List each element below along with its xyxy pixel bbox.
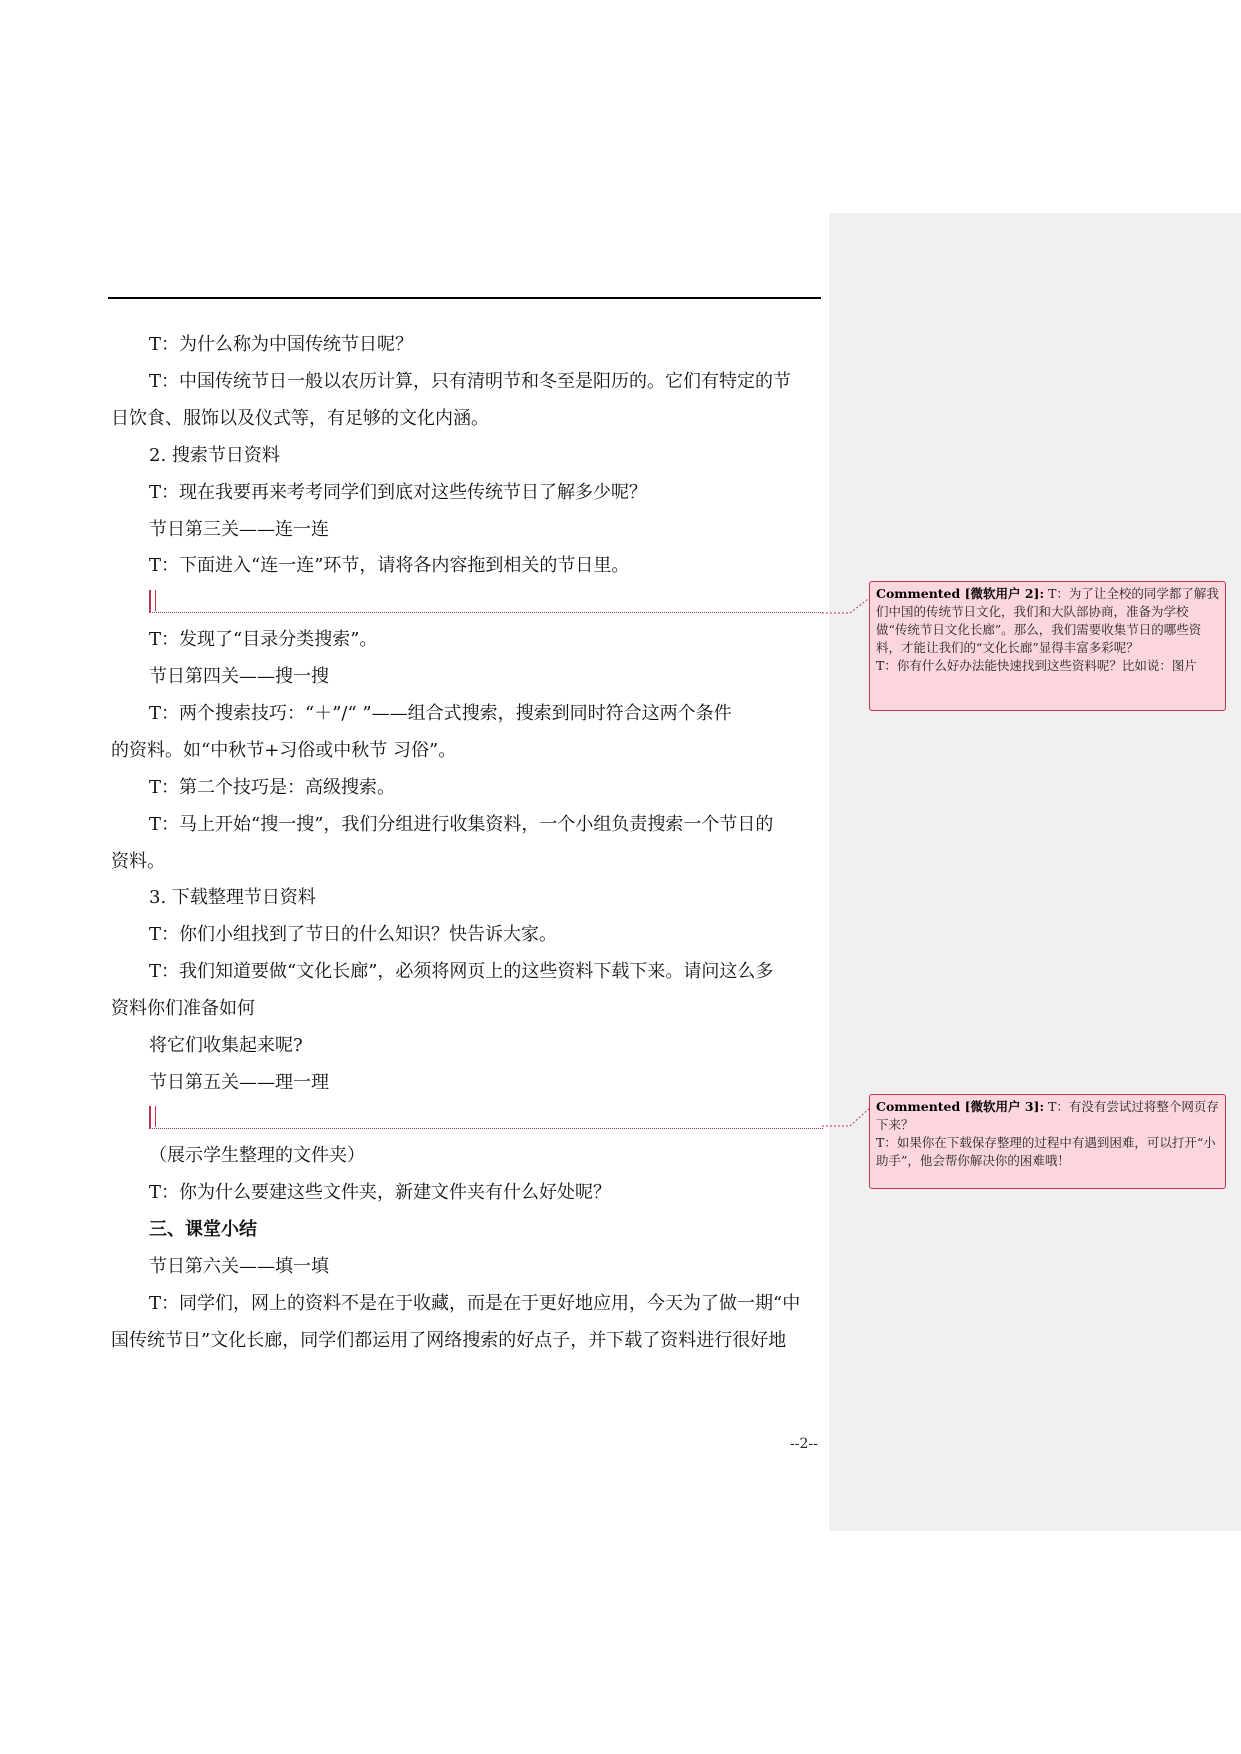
comment-balloon-1[interactable]	[869, 581, 1226, 711]
comment-anchor-2[interactable]	[149, 1106, 823, 1129]
text-line: T：为什么称为中国传统节日呢？	[149, 334, 414, 355]
level-heading: 节日第五关——理一理	[149, 1072, 329, 1093]
comment-text: T：有没有尝试过将整个网页存下来？	[876, 1099, 1219, 1132]
comment-connector-2	[820, 1098, 875, 1128]
level-heading: 节日第六关——填一填	[149, 1256, 329, 1277]
comment-author: Commented [微软用户 2]:	[876, 586, 1045, 601]
level-heading: 节日第三关——连一连	[149, 519, 329, 540]
text-line: 的资料。如“中秋节+习俗或中秋节 习俗”。	[111, 740, 457, 761]
comment-text: T：如果你在下载保存整理的过程中有遇到困难，可以打开“小助手”，他会帮你解决你的困难哦！	[876, 1135, 1216, 1168]
text-line: （展示学生整理的文件夹）	[149, 1145, 365, 1166]
text-line: T：马上开始“搜一搜”，我们分组进行收集资料，一个小组负责搜索一个节日的	[149, 814, 774, 835]
header-rule	[108, 297, 821, 299]
text-line: T：现在我要再来考考同学们到底对这些传统节日了解多少呢？	[149, 482, 648, 503]
comment-balloon-2[interactable]	[869, 1094, 1226, 1189]
comment-text: T：为了让全校的同学都了解我们中国的传统节日文化，我们和大队部协商，准备为学校做“传统节日文化长廊”。那么，我们需要收集节日的哪些资料，才能让我们的“文化长廊”显得丰富多彩呢？	[876, 586, 1219, 655]
text-line: 资料。	[111, 851, 165, 872]
text-line: T：下面进入“连一连”环节，请将各内容拖到相关的节日里。	[149, 555, 630, 576]
text-line: T：发现了“目录分类搜索”。	[149, 629, 378, 650]
page-number: --2--	[790, 1436, 818, 1452]
comment-connector-1	[820, 590, 875, 620]
comment-text: T：你有什么好办法能快速找到这些资料呢？比如说：图片	[876, 658, 1197, 673]
comment-anchor-1[interactable]	[149, 590, 823, 613]
level-heading: 节日第四关——搜一搜	[149, 666, 329, 687]
text-line: 资料你们准备如何	[111, 998, 255, 1019]
text-line: 将它们收集起来呢?	[149, 1035, 303, 1056]
text-line: 日饮食、服饰以及仪式等，有足够的文化内涵。	[111, 408, 489, 429]
text-line: T：我们知道要做“文化长廊”，必须将网页上的这些资料下载下来。请问这么多	[149, 961, 774, 982]
text-line: T：同学们，网上的资料不是在于收藏，而是在于更好地应用，今天为了做一期“中	[149, 1293, 801, 1314]
text-line: T：你为什么要建这些文件夹，新建文件夹有什么好处呢？	[149, 1182, 612, 1203]
text-line: T：你们小组找到了节日的什么知识？快告诉大家。	[149, 924, 558, 945]
text-line: T：两个搜索技巧：“＋”/“ ”——组合式搜索，搜索到同时符合这两个条件	[149, 703, 732, 724]
section-heading: 3. 下载整理节日资料	[149, 887, 316, 908]
text-line: T：中国传统节日一般以农历计算，只有清明节和冬至是阳历的。它们有特定的节	[149, 371, 792, 392]
comment-author: Commented [微软用户 3]:	[876, 1099, 1045, 1114]
text-line: T：第二个技巧是：高级搜索。	[149, 777, 396, 798]
section-heading: 三、课堂小结	[149, 1219, 257, 1240]
section-heading: 2. 搜索节日资料	[149, 445, 280, 466]
text-line: 国传统节日”文化长廊，同学们都运用了网络搜索的好点子，并下载了资料进行很好地	[111, 1330, 787, 1351]
comment-pane	[829, 213, 1241, 1531]
